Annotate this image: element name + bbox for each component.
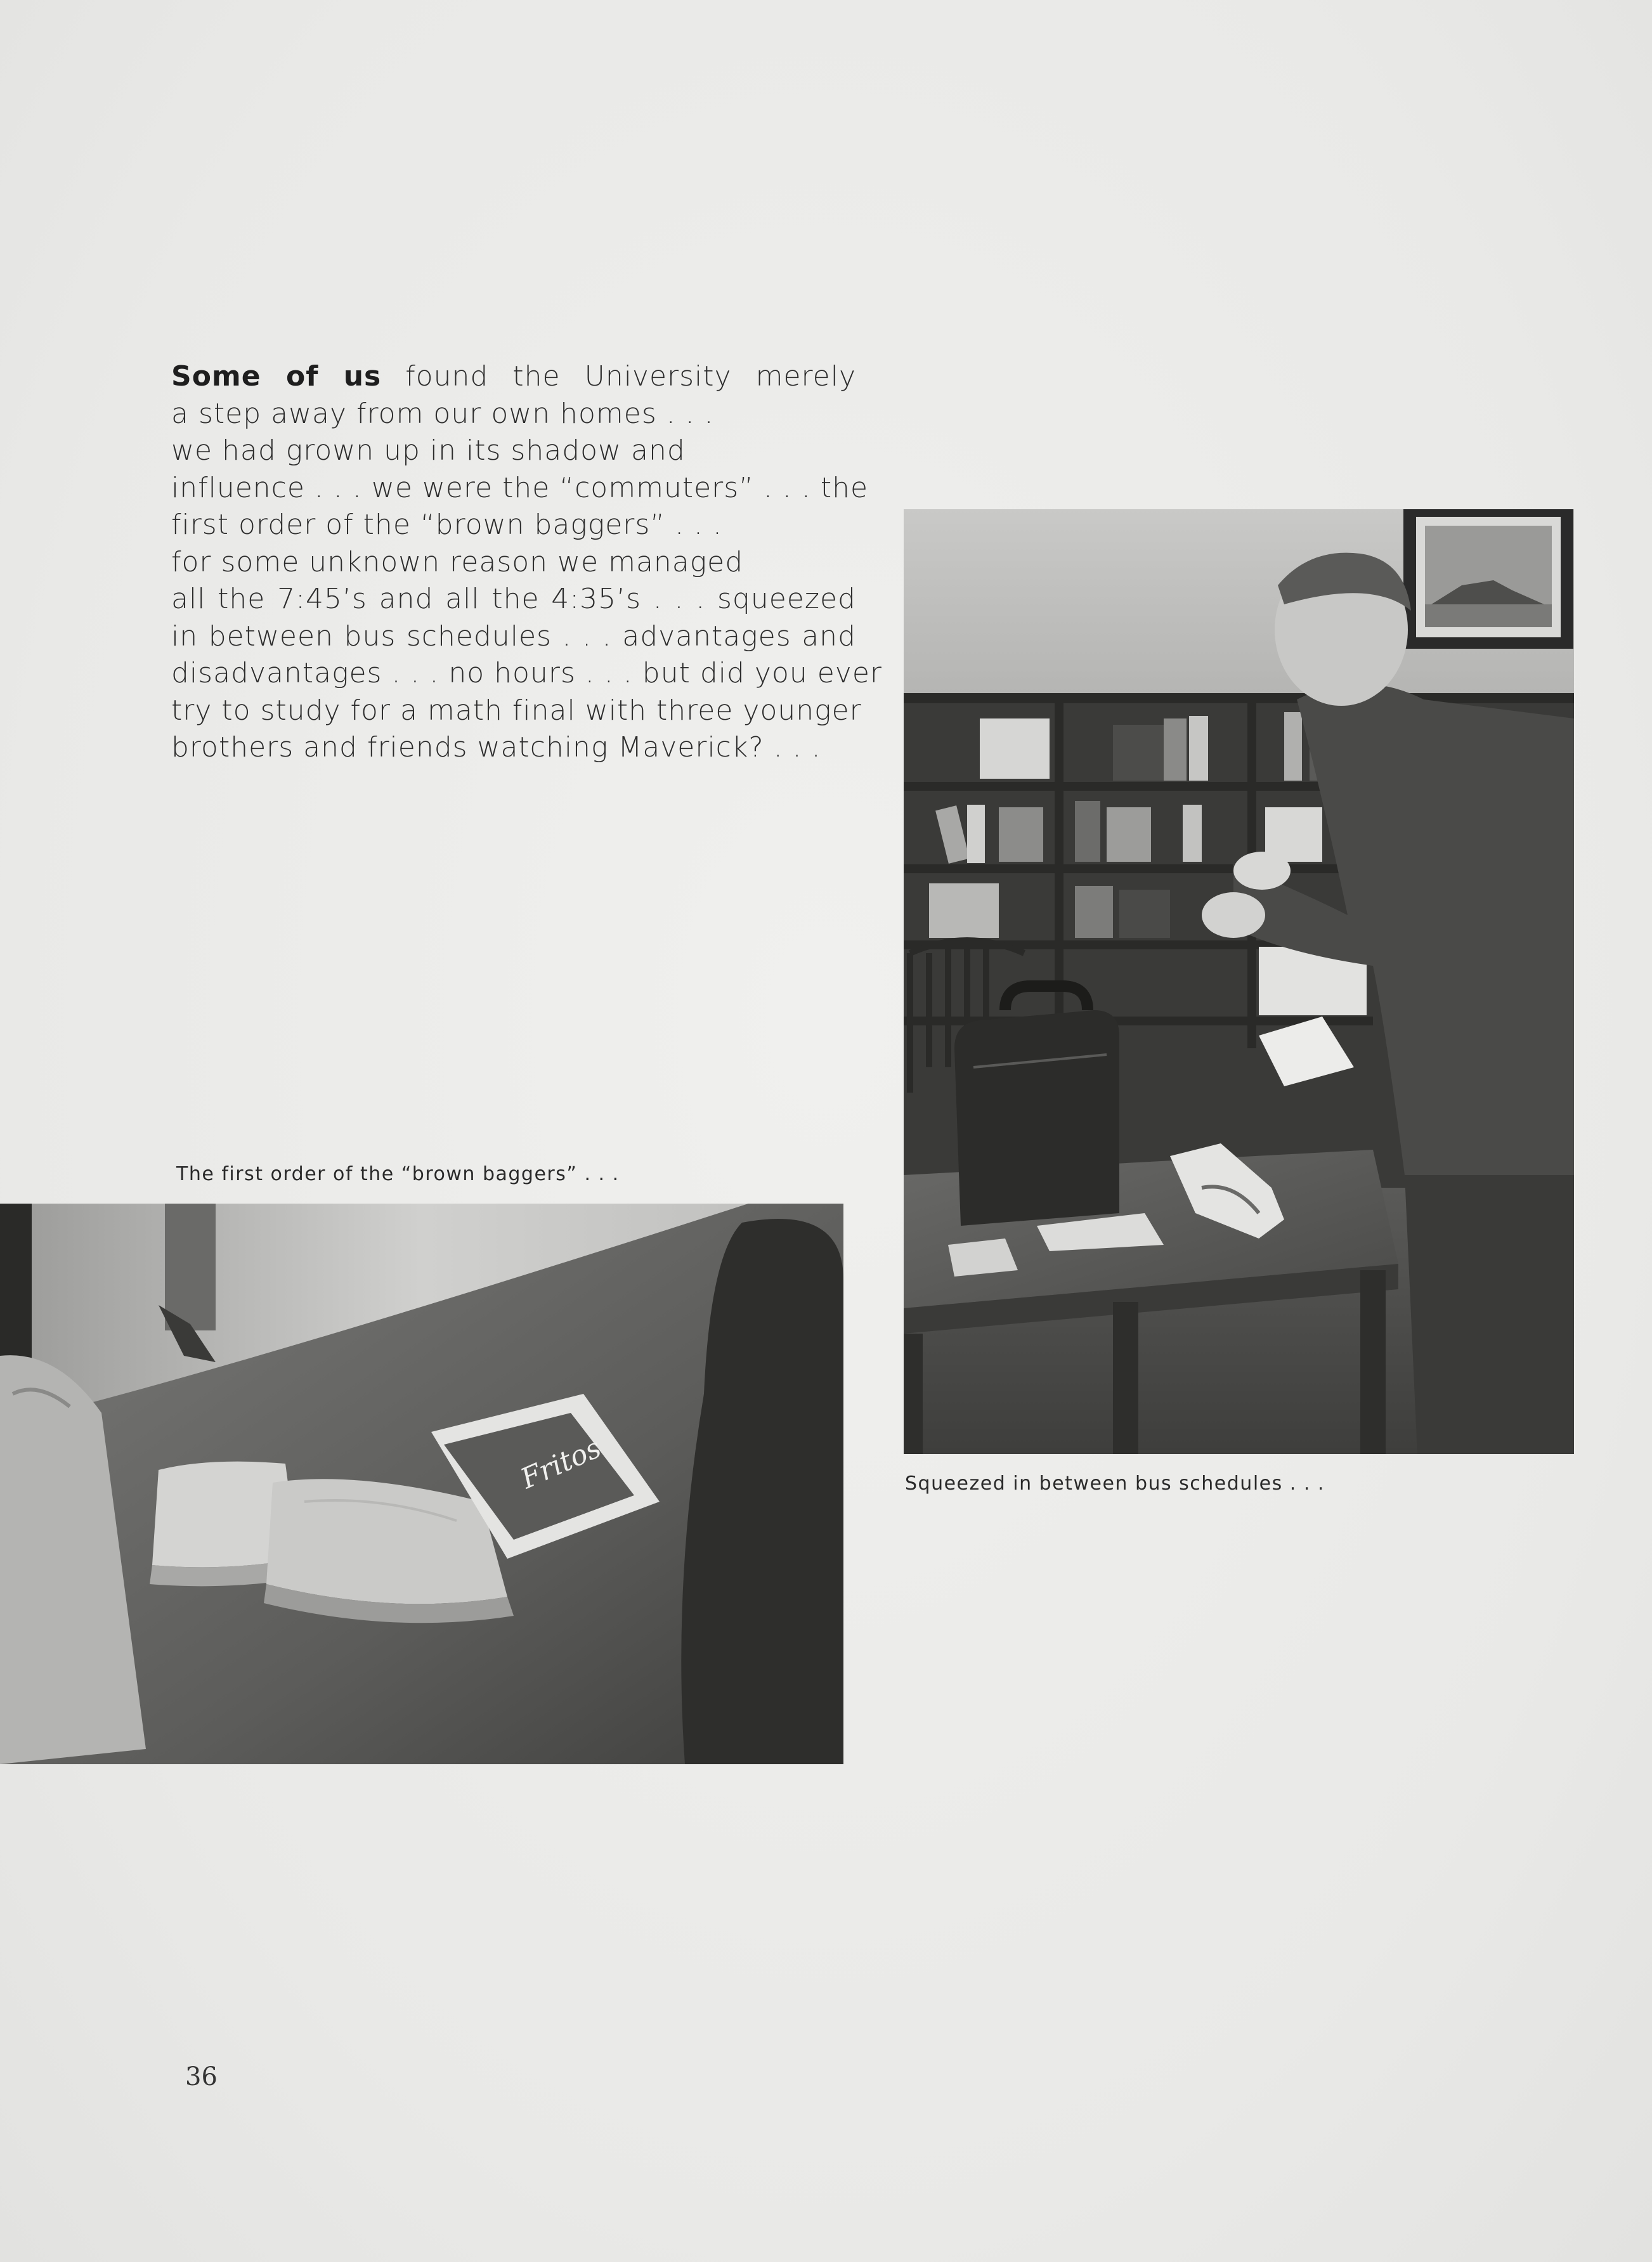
intro-line: brothers and friends watching Maverick? . . .	[171, 731, 821, 764]
photo-student-library	[904, 509, 1574, 1454]
caption-lunch: The first order of the “brown baggers” . . .	[176, 1163, 620, 1185]
caption-student: Squeezed in between bus schedules . . .	[905, 1472, 1325, 1495]
intro-line: disadvantages . . . no hours . . . but did you ever	[171, 657, 883, 689]
intro-line: we had grown up in its shadow and	[171, 434, 686, 467]
page-number: 36	[185, 2062, 218, 2091]
student-photo-drawing	[904, 509, 1574, 1454]
framed-picture	[1403, 509, 1573, 649]
intro-line: in between bus schedules . . . advantages and	[171, 620, 856, 653]
intro-line	[171, 358, 856, 396]
intro-lead: Some of us	[171, 360, 382, 393]
intro-line: for some unknown reason we managed	[171, 545, 744, 578]
intro-line: a step away from our own homes . . .	[171, 397, 714, 430]
chips-bag-label: Fritos	[516, 1431, 606, 1496]
intro-line: first order of the “brown baggers” . . .	[171, 509, 722, 541]
briefcase	[954, 986, 1119, 1226]
intro-line: influence . . . we were the “commuters” . . . the	[171, 471, 869, 504]
intro-paragraph	[171, 358, 883, 767]
intro-line: all the 7:45’s and all the 4:35’s . . . squeezed	[171, 583, 856, 615]
lunch-photo-drawing	[0, 1204, 843, 1764]
photo-lunch-table	[0, 1204, 843, 1764]
intro-line: try to study for a math final with three younger	[171, 694, 862, 727]
intro-first-line-rest: found the University merely	[381, 360, 856, 393]
